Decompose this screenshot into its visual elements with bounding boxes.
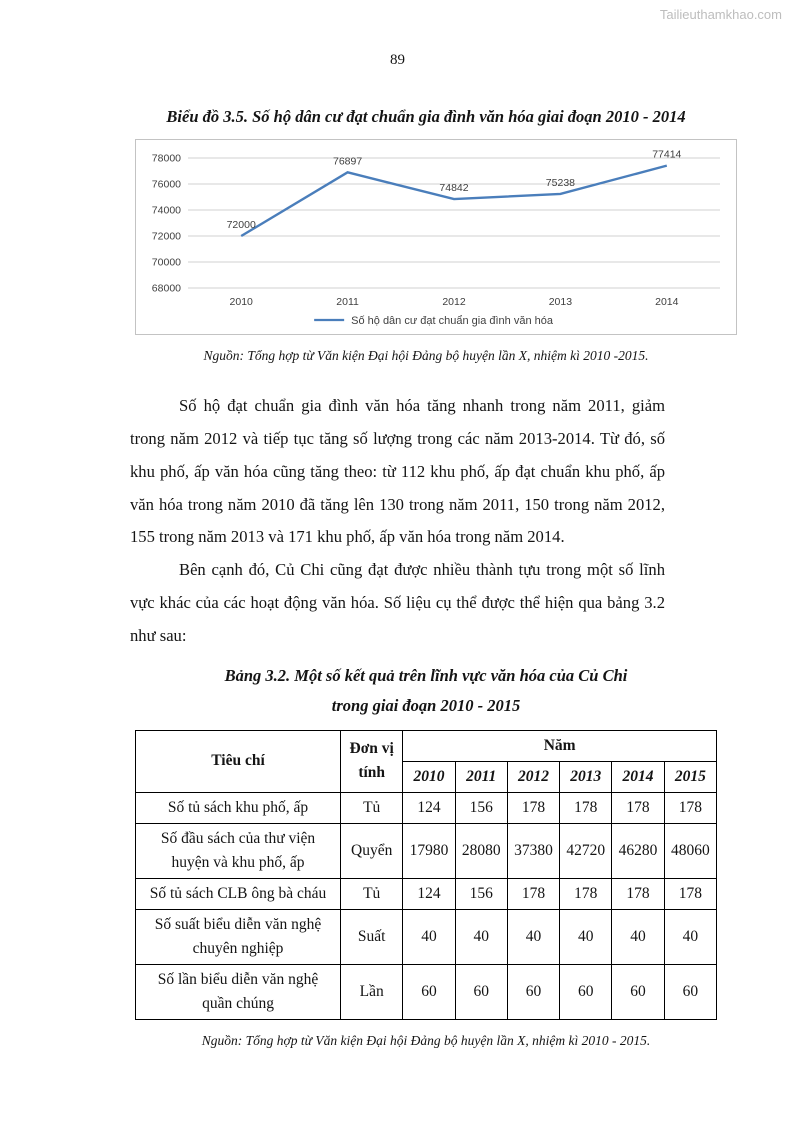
table-header-row-1 <box>136 730 717 761</box>
cell-value: 178 <box>664 878 716 909</box>
cell-value: 178 <box>560 878 612 909</box>
cell-value: 60 <box>455 964 507 1019</box>
cell-value: 40 <box>664 909 716 964</box>
cell-value: 178 <box>612 878 664 909</box>
table-title-line1: Bảng 3.2. Một số kết quả trên lĩnh vực văn hóa của Củ Chi <box>224 665 628 685</box>
row-criteria: Số tủ sách CLB ông bà cháu <box>136 878 341 909</box>
col-header-criteria: Tiêu chí <box>136 730 341 792</box>
cell-value: 178 <box>507 792 559 823</box>
col-header-year-2013: 2013 <box>560 761 612 792</box>
table-row <box>136 792 717 823</box>
paragraph-households: Số hộ đạt chuẩn gia đình văn hóa tăng nhanh trong năm 2011, giảm trong năm 2012 và tiếp tục tăng số lượng trong các năm 2013-2014. Từ đó, số khu phố, ấp văn hóa cũng tăng theo: từ 112 khu phố, ấp đạt chuẩn khu phố, ấp văn hóa trong năm 2010 đã tăng lên 130 trong năm 2011, 150 trong năm 2012, 155 trong năm 2013 và 171 khu phố, ấp văn hóa trong năm 2014. <box>130 396 665 547</box>
cell-value: 40 <box>455 909 507 964</box>
x-tick-label: 2010 <box>229 296 253 308</box>
row-criteria: Số đầu sách của thư viện huyện và khu phố, ấp <box>136 823 341 878</box>
cell-value: 40 <box>507 909 559 964</box>
y-tick-label: 78000 <box>151 152 181 165</box>
row-criteria: Số lần biểu diễn văn nghệ quần chúng <box>136 964 341 1019</box>
row-unit: Lần <box>341 964 403 1019</box>
row-unit: Tủ <box>341 878 403 909</box>
col-header-year-2015: 2015 <box>664 761 716 792</box>
x-tick-label: 2014 <box>655 296 679 308</box>
row-unit: Quyển <box>341 823 403 878</box>
table-source: Nguồn: Tổng hợp từ Văn kiện Đại hội Đảng bộ huyện lần X, nhiệm kì 2010 - 2015. <box>201 1032 651 1048</box>
body-text <box>130 390 665 653</box>
cell-value: 40 <box>403 909 455 964</box>
cell-value: 124 <box>403 878 455 909</box>
data-label: 76897 <box>332 155 363 168</box>
data-label: 77414 <box>652 148 682 161</box>
data-label: 72000 <box>226 219 256 231</box>
row-criteria: Số tủ sách khu phố, ấp <box>136 792 341 823</box>
culture-households-line-chart <box>135 139 737 335</box>
row-criteria: Số suất biểu diễn văn nghệ chuyên nghiệp <box>136 909 341 964</box>
y-tick-label: 72000 <box>151 230 181 243</box>
chart-title: Biểu đồ 3.5. Số hộ dân cư đạt chuẩn gia đình văn hóa giai đoạn 2010 - 2014 <box>166 107 686 126</box>
series-line <box>241 166 667 236</box>
data-label: 75238 <box>545 176 576 189</box>
cell-value: 60 <box>403 964 455 1019</box>
cell-value: 124 <box>403 792 455 823</box>
y-tick-label: 74000 <box>151 204 181 217</box>
col-header-year-group: Năm <box>403 730 717 761</box>
cell-value: 48060 <box>664 823 716 878</box>
cell-value: 178 <box>612 792 664 823</box>
x-tick-label: 2013 <box>548 296 573 308</box>
cell-value: 60 <box>612 964 664 1019</box>
cell-value: 60 <box>560 964 612 1019</box>
col-header-year-2011: 2011 <box>455 761 507 792</box>
cell-value: 40 <box>612 909 664 964</box>
col-header-unit: Đơn vị tính <box>341 730 403 792</box>
row-unit: Tủ <box>341 792 403 823</box>
data-label: 74842 <box>439 182 469 195</box>
cell-value: 42720 <box>560 823 612 878</box>
y-tick-label: 70000 <box>151 256 181 269</box>
table-row <box>136 964 717 1019</box>
cell-value: 37380 <box>507 823 559 878</box>
table-source-block <box>133 1033 719 1049</box>
site-watermark: Tailieuthamkhao.com <box>659 7 782 22</box>
col-header-year-2012: 2012 <box>507 761 559 792</box>
table-title-line2: trong giai đoạn 2010 - 2015 <box>331 696 521 716</box>
y-tick-label: 68000 <box>151 282 181 295</box>
cell-value: 60 <box>507 964 559 1019</box>
chart-source: Nguồn: Tổng hợp từ Văn kiện Đại hội Đảng bộ huyện lần X, nhiệm kì 2010 -2015. <box>203 348 649 363</box>
legend-label: Số hộ dân cư đạt chuẩn gia đình văn hóa <box>351 315 554 327</box>
line-chart-svg <box>136 140 736 334</box>
culture-results-table <box>135 730 717 1020</box>
cell-value: 17980 <box>403 823 455 878</box>
table-row <box>136 909 717 964</box>
cell-value: 40 <box>560 909 612 964</box>
cell-value: 156 <box>455 878 507 909</box>
page-number: 89 <box>390 52 405 68</box>
chart-source-block <box>133 348 719 364</box>
x-tick-label: 2012 <box>442 296 466 308</box>
cell-value: 156 <box>455 792 507 823</box>
row-unit: Suất <box>341 909 403 964</box>
cell-value: 178 <box>560 792 612 823</box>
cell-value: 178 <box>507 878 559 909</box>
table-row <box>136 823 717 878</box>
paragraph-achievements: Bên cạnh đó, Củ Chi cũng đạt được nhiều thành tựu trong một số lĩnh vực khác của các hoạt động văn hóa. Số liệu cụ thể được thể hiện qua bảng 3.2 như sau: <box>130 560 665 645</box>
table-row <box>136 878 717 909</box>
cell-value: 60 <box>664 964 716 1019</box>
cell-value: 28080 <box>455 823 507 878</box>
cell-value: 46280 <box>612 823 664 878</box>
chart-title-block <box>133 107 719 127</box>
x-tick-label: 2011 <box>336 296 359 308</box>
y-tick-label: 76000 <box>151 178 181 191</box>
cell-value: 178 <box>664 792 716 823</box>
col-header-year-2010: 2010 <box>403 761 455 792</box>
col-header-year-2014: 2014 <box>612 761 664 792</box>
table-title-block <box>133 661 719 722</box>
